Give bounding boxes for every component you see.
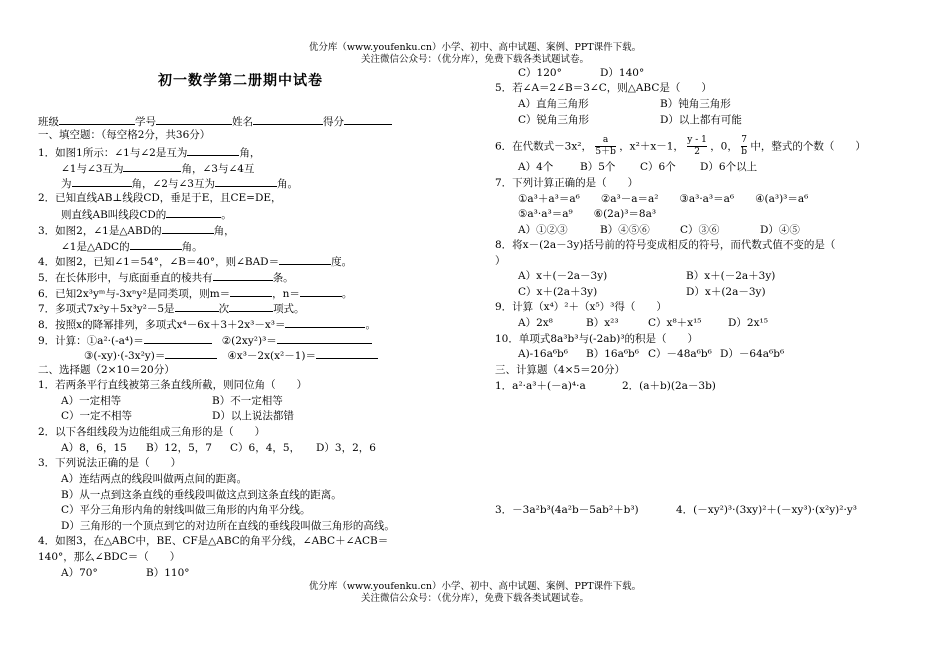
answer-blank[interactable] (175, 300, 219, 312)
choice-q8-B[interactable]: B）x＋(－2a＋3y) (686, 270, 776, 282)
page-header (0, 42, 950, 66)
choice-q4-A[interactable]: A）70° (61, 567, 98, 579)
answer-blank[interactable] (166, 206, 221, 218)
choice-q4-line1: 4．如图3，在△ABC中，BE、CF是△ABC的角平分线，∠ABC＋∠ACB＝ (38, 535, 389, 547)
choice-q2-C[interactable]: C）6，4，5， (230, 442, 301, 454)
choice-q2: 2．以下各组线段为边能组成三角形的是（ ） (38, 426, 266, 438)
choice-q4-D[interactable]: D）140° (600, 67, 645, 79)
text: ③(-xy)·(-3x²y)＝ (84, 350, 166, 362)
choice-q2-D[interactable]: D）3，2，6 (316, 442, 376, 454)
calc-q3: 3．－3a²b³(4a²b－5ab²＋b³) (495, 504, 639, 516)
numerator: y - 1 (687, 135, 707, 145)
section-3-heading: 三、计算题（4×5＝20分） (495, 364, 626, 376)
choice-q8-D[interactable]: D）x＋(2a－3y) (686, 286, 766, 298)
page-footer (0, 581, 950, 605)
text: 6．在代数式－3x²， (495, 140, 592, 153)
text: ∠1是△ADC的 (61, 241, 130, 253)
choice-q7-row1: ①a³＋a³＝a⁶ ②a³－a＝a² ③a³·a³＝a⁶ ④(a³)³＝a⁶ (518, 193, 809, 205)
fill-q7 (38, 300, 305, 316)
choice-q7-C[interactable]: C）③⑥ (680, 224, 720, 236)
choice-q4-line2: 140°，那么∠BDC＝（ ） (38, 551, 181, 563)
fill-q2-line2 (61, 206, 232, 222)
answer-blank[interactable] (144, 332, 212, 344)
header-line-2: 关注微信公众号：（优分库），免费下载各类试题试卷。 (360, 54, 589, 65)
text: 5．在长体形中，与底面垂直的棱共有 (38, 272, 213, 284)
text: 角， (239, 147, 261, 159)
fill-q5 (38, 269, 294, 285)
text: 6．已知2x³yᵐ与-3xⁿy²是同类项，则m＝ (38, 288, 231, 300)
section-1-heading: 一、填空题：（每空格2分，共36分） (38, 129, 211, 141)
footer-line-1: 优分库（www.youfenku.cn）小学、初中、高中试题、案例、PPT课件下载。 (308, 581, 642, 592)
choice-q10-B[interactable]: B）16a⁶b⁶ (586, 348, 639, 360)
fraction-y1-over-2 (687, 135, 707, 158)
text: 。 (221, 209, 232, 221)
answer-blank[interactable] (215, 175, 277, 187)
choice-q5-D[interactable]: D）以上都有可能 (660, 114, 742, 126)
fill-q1-line3 (61, 175, 298, 191)
fill-q1-line2 (61, 160, 254, 176)
fill-q3-line1 (38, 222, 235, 238)
choice-q8: 8．将x－(2a－3y)括号前的符号变成相反的符号，而代数式值不变的是（ (495, 239, 836, 251)
choice-q5-A[interactable]: A）直角三角形 (518, 98, 589, 110)
score-label: 得分 (323, 116, 344, 128)
id-label: 学号 (135, 116, 156, 128)
choice-q6 (495, 135, 866, 158)
answer-blank[interactable] (162, 222, 214, 234)
text: 角，∠2与∠3互为 (131, 178, 215, 190)
score-field[interactable] (344, 113, 392, 125)
fill-q9-line1 (38, 332, 372, 348)
text: 8．按照x的降幂排列，多项式x⁴－6x＋3＋2x³－x³＝ (38, 319, 286, 331)
text: ∠1与∠3互为 (61, 163, 124, 175)
answer-blank[interactable] (213, 269, 273, 281)
fill-q8 (38, 316, 376, 332)
text: 次 (218, 303, 230, 315)
answer-blank[interactable] (130, 238, 182, 250)
choice-q2-A[interactable]: A）8，6，15 (61, 442, 127, 454)
section-2-heading: 二、选择题（2×10＝20分） (38, 364, 175, 376)
text: 4．如图2，已知∠1＝54°，∠B＝40°，则∠BAD＝ (38, 256, 280, 268)
fill-q1-line1 (38, 144, 260, 160)
choice-q3-A[interactable]: A）连结两点的线段叫做两点间的距离。 (61, 473, 248, 485)
text: 度。 (331, 256, 353, 268)
text: ，n＝ (272, 288, 300, 300)
answer-blank[interactable] (72, 175, 132, 187)
calc-q2: 2．(a＋b)(2a－3b) (622, 380, 716, 392)
footer-line-2: 关注微信公众号：（优分库），免费下载各类试题试卷。 (360, 593, 589, 604)
text: ，x²＋x－1， (619, 140, 684, 153)
fraction-7-over-b (741, 135, 747, 158)
choice-q8-A[interactable]: A）x＋(－2a－3y) (518, 270, 608, 282)
choice-q5-B[interactable]: B）钝角三角形 (660, 98, 731, 110)
choice-q10-D[interactable]: D）－64a⁶b⁶ (720, 348, 785, 360)
choice-q7-row2: ⑤a³·a³＝a⁹ ⑥(2a)³＝8a³ (518, 208, 657, 220)
choice-q9-B[interactable]: B）x²³ (586, 317, 619, 329)
answer-blank[interactable] (230, 285, 272, 297)
answer-blank[interactable] (277, 332, 372, 344)
choice-q10: 10．单项式8a³b³与(-2ab)³的积是（ ） (495, 333, 699, 345)
numerator: a (595, 135, 616, 147)
student-info-row (38, 113, 392, 129)
choice-q9-C[interactable]: C）x⁸＋x¹⁵ (648, 317, 702, 329)
choice-q6-B[interactable]: B）5个 (580, 161, 616, 173)
text: 为 (61, 178, 72, 190)
fill-q2-line1: 2．已知直线AB⊥线段CD，垂足于E，且CE=DE， (38, 192, 282, 204)
choice-q5: 5．若∠A＝2∠B＝3∠C，则△ABC是（ ） (495, 82, 712, 94)
fill-q6 (38, 285, 352, 301)
class-label: 班级 (38, 116, 59, 128)
choice-q7-D[interactable]: D）④⑤ (760, 224, 800, 236)
answer-blank[interactable] (300, 285, 342, 297)
answer-blank[interactable] (285, 316, 365, 328)
choice-q1: 1．若两条平行直线被第三条直线所截，则同位角（ ） (38, 379, 308, 391)
choice-q7-B[interactable]: B）④⑤⑥ (600, 224, 650, 236)
page-title: 初一数学第二册期中试卷 (158, 73, 323, 89)
text: 中，整式的个数（ ） (750, 140, 866, 153)
text: 7．多项式7x²y＋5x³y²－5是 (38, 303, 175, 315)
choice-q4-C[interactable]: C）120° (518, 67, 562, 79)
choice-q3-B[interactable]: B）从一点到这条直线的垂线段叫做这点到这条直线的距离。 (61, 489, 342, 501)
choice-q1-C[interactable]: C）一定不相等 (61, 410, 133, 422)
answer-blank[interactable] (123, 160, 181, 172)
answer-blank[interactable] (165, 347, 217, 359)
text: 。 (365, 319, 376, 331)
text: 角。 (276, 178, 298, 190)
name-field[interactable] (253, 113, 323, 125)
fraction-a-over-5b (595, 135, 616, 158)
choice-q7: 7．下列计算正确的是（ ） (495, 177, 639, 189)
id-field[interactable] (156, 113, 232, 125)
header-line-1: 优分库（www.youfenku.cn）小学、初中、高中试题、案例、PPT课件下载。 (308, 42, 642, 53)
answer-blank[interactable] (187, 144, 239, 156)
text: 角， (213, 225, 235, 237)
choice-q6-C[interactable]: C）6个 (640, 161, 676, 173)
text: 角。 (181, 241, 203, 253)
calc-q1: 1．a²·a³＋(－a)⁴·a (495, 380, 586, 392)
choice-q1-B[interactable]: B）不一定相等 (212, 395, 283, 407)
choice-q8-C[interactable]: C）x＋(2a＋3y) (518, 286, 598, 298)
text: 3．如图2，∠1是△ABD的 (38, 225, 162, 237)
answer-blank[interactable] (279, 253, 331, 265)
calc-q4: 4．(－xy²)³·(3xy)²＋(－xy³)·(x²y)²·y³ (676, 504, 857, 516)
fill-q4 (38, 253, 352, 269)
denominator: b (741, 147, 747, 157)
name-label: 姓名 (232, 116, 253, 128)
choice-q10-A[interactable]: A)-16a⁶b⁶ (518, 348, 568, 360)
text: 角，∠3与∠4互 (181, 163, 255, 175)
choice-q1-D[interactable]: D）以上说法都错 (212, 410, 294, 422)
text: 条。 (272, 272, 294, 284)
choice-q9-D[interactable]: D）2x¹⁵ (728, 317, 768, 329)
fill-q3-line2 (61, 238, 203, 254)
text: ④x³－2x(x²－1)＝ (227, 350, 317, 362)
text: ②(2xy²)³＝ (221, 335, 277, 347)
class-field[interactable] (59, 113, 135, 125)
choice-q3: 3．下列说法正确的是（ ） (38, 457, 182, 469)
choice-q10-C[interactable]: C）－48a⁶b⁶ (648, 348, 712, 360)
text: 1．如图1所示：∠1与∠2是互为 (38, 147, 188, 159)
fill-q9-line2 (84, 347, 378, 363)
choice-q1-A[interactable]: A）一定相等 (61, 395, 122, 407)
choice-q3-D[interactable]: D）三角形的一个顶点到它的对边所在直线的垂线段叫做三角形的高线。 (61, 520, 395, 532)
text: 。 (341, 288, 353, 300)
choice-q9: 9．计算（x⁴）²＋（x⁵）³得（ ） (495, 301, 667, 313)
text: 则直线AB叫线段CD的 (61, 209, 167, 221)
choice-q9-A[interactable]: A）2x⁸ (518, 317, 553, 329)
choice-q7-A[interactable]: A）①②③ (518, 224, 568, 236)
choice-q6-A[interactable]: A）4个 (518, 161, 554, 173)
choice-q2-B[interactable]: B）12，5，7 (146, 442, 212, 454)
choice-q3-C[interactable]: C）平分三角形内角的射线叫做三角形的内角平分线。 (61, 504, 311, 516)
answer-blank[interactable] (229, 300, 273, 312)
numerator: 7 (741, 135, 747, 145)
text: 项式。 (273, 303, 305, 315)
answer-blank[interactable] (316, 347, 378, 359)
text: ，0， (710, 140, 738, 153)
text: 9．计算：①a²·(-a⁴)＝ (38, 335, 144, 347)
denominator: 5＋b (595, 147, 616, 157)
choice-q6-D[interactable]: D）6个以上 (700, 161, 758, 173)
choice-q5-C[interactable]: C）锐角三角形 (518, 114, 590, 126)
denominator: 2 (694, 147, 700, 157)
choice-q4-B[interactable]: B）110° (146, 567, 190, 579)
choice-q8-paren: ） (495, 255, 506, 267)
